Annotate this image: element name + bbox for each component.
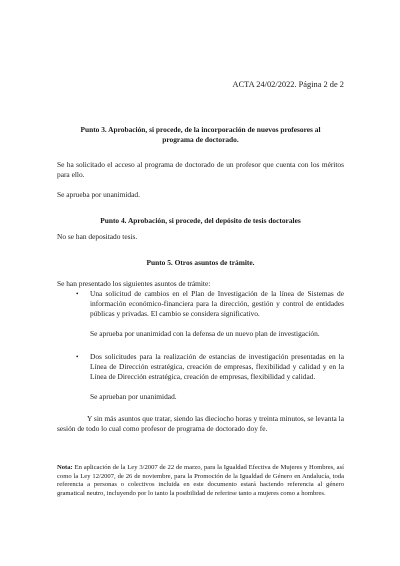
section-title: Punto 5. Otros asuntos de trámite. xyxy=(146,258,255,267)
section-title-line-2: programa de doctorado. xyxy=(162,135,239,144)
footnote-text: En aplicación de la Ley 3/2007 de 22 de marzo, para la Igualdad Efectiva de Mujeres y Hombres, así como la Ley 12/2007, de 26 de noviembre, para la Promoción de la Igualdad de Género en Andalucía, toda referencia a personas o colectivos incluida en este documento estará haciendo referencia al género gramatical neutro, incluyendo por lo tanto la posibilidad de referirse tanto a mujeres como a hombres. xyxy=(57,464,344,497)
section-punto-5 xyxy=(57,258,344,434)
section-title: Punto 4. Aprobación, si procede, del depósito de tesis doctorales xyxy=(100,216,301,225)
items-list xyxy=(57,289,344,402)
list-item xyxy=(76,289,344,339)
item-result: Se aprueba por unanimidad con la defensa de un nuevo plan de investigación. xyxy=(90,329,320,338)
section-result: Se aprueba por unanimidad. xyxy=(57,190,140,199)
item-result: Se aprueban por unanimidad. xyxy=(90,392,177,401)
bullet-icon: • xyxy=(76,290,79,298)
section-punto-4 xyxy=(57,216,344,242)
document-body xyxy=(57,125,344,434)
item-text: Una solicitud de cambios en el Plan de Investigación de la línea de Sistemas de información económico-financiera para la dirección, gestión y control de entidades públicas y privadas. El cambio se considera significativo. xyxy=(90,289,344,318)
section-punto-3 xyxy=(57,125,344,200)
closing-paragraph: Y sin más asuntos que tratar, siendo las dieciocho horas y treinta minutos, se levanta la sesión de todo lo cual como profesor de programa de doctorado doy fe. xyxy=(57,414,344,433)
section-intro: Se han presentado los siguientes asuntos de trámite: xyxy=(57,279,211,288)
item-text: Dos solicitudes para la realización de estancias de investigación presentadas en la Línea de Dirección estratégica, creación de empresas, flexibilidad y calidad y en la Línea de Dirección estratégica, creación de empresas, flexibilidad y calidad. xyxy=(90,352,344,381)
page-header: ACTA 24/02/2022. Página 2 de 2 xyxy=(232,80,344,89)
footnote xyxy=(57,464,344,498)
bullet-icon: • xyxy=(76,353,79,361)
section-text: Se ha solicitado el acceso al programa de doctorado de un profesor que cuenta con los méritos para ello. xyxy=(57,160,344,179)
section-text: No se han depositado tesis. xyxy=(57,232,138,241)
list-item xyxy=(76,352,344,402)
footnote-label: Nota: xyxy=(57,464,73,471)
section-title xyxy=(57,125,344,145)
section-title-line-1: Punto 3. Aprobación, si procede, de la incorporación de nuevos profesores al xyxy=(80,125,321,134)
